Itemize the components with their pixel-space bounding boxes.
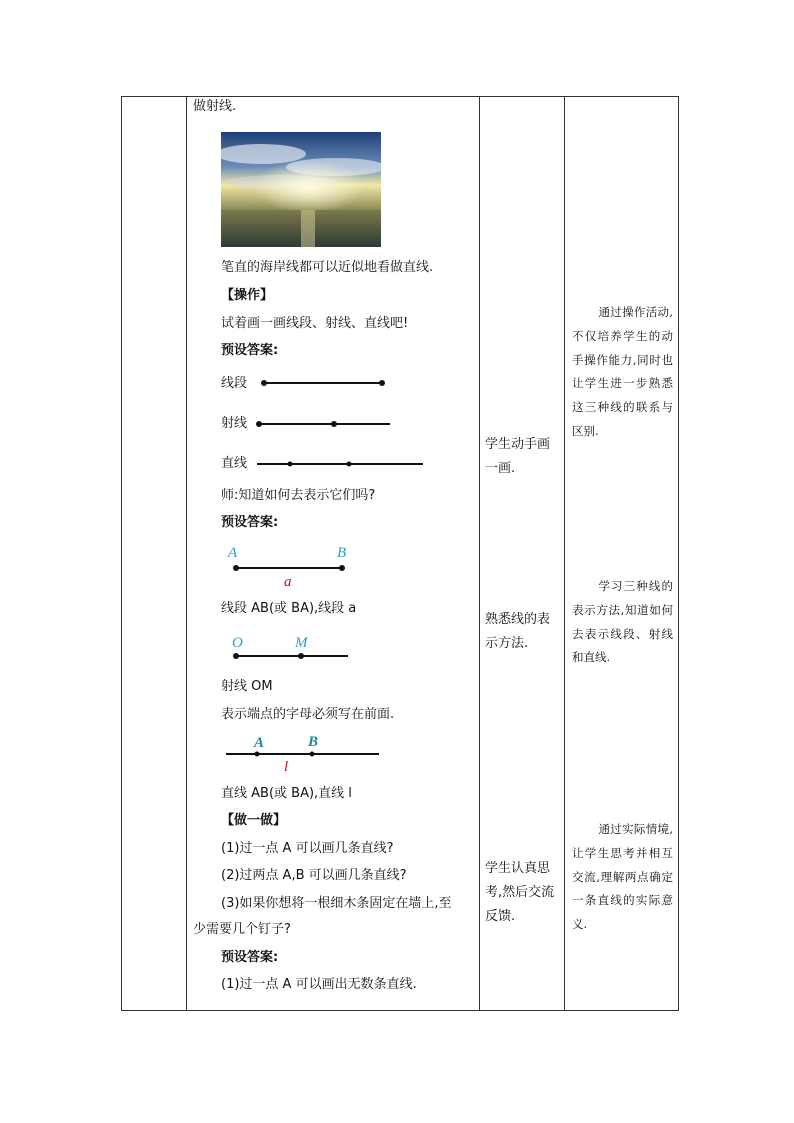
student-activity-draw: 学生动手画一画. xyxy=(485,437,551,476)
student-activity-notation: 熟悉线的表示方法. xyxy=(485,612,551,651)
segment-drawing xyxy=(260,376,390,390)
point-label-b-bold: B xyxy=(308,734,319,750)
ray-om-figure xyxy=(226,634,356,664)
text-line: 师:知道如何去表示它们吗? xyxy=(221,488,376,503)
preset-answer-label: 预设答案: xyxy=(221,343,279,358)
label-line: 直线 xyxy=(221,456,248,471)
question-3-continued: 少需要几个钉子? xyxy=(193,922,291,937)
design-intent-operate: 通过操作活动,不仅培养学生的动手操作能力,同时也让学生进一步熟悉这三种线的联系与区别. xyxy=(572,305,673,438)
question-2: (2)过两点 A,B 可以画几条直线? xyxy=(221,868,407,883)
text-line: 试着画一画线段、射线、直线吧! xyxy=(221,316,409,331)
design-intent-practice: 通过实际情境,让学生思考并相互交流,理解两点确定一条直线的实际意义. xyxy=(572,822,673,932)
text-line: 做射线. xyxy=(193,99,237,114)
column-divider xyxy=(479,97,480,1010)
text-line: 直线 AB(或 BA),直线 l xyxy=(221,786,352,801)
point-label-a-bold: A xyxy=(254,735,265,751)
ray-drawing xyxy=(256,417,396,431)
question-3: (3)如果你想将一根细木条固定在墙上,至 xyxy=(221,896,452,911)
segment-name-label: a xyxy=(284,574,292,590)
point-label-m: M xyxy=(295,635,308,651)
text-line: 线段 AB(或 BA),线段 a xyxy=(221,601,357,616)
text-line: 表示端点的字母必须写在前面. xyxy=(221,707,395,722)
preset-answer-label: 预设答案: xyxy=(221,515,279,530)
line-name-label: l xyxy=(284,759,289,775)
point-label-b: B xyxy=(337,545,347,561)
point-label-a: A xyxy=(228,545,238,561)
line-drawing xyxy=(257,457,427,471)
column-divider xyxy=(564,97,565,1010)
label-ray: 射线 xyxy=(221,416,248,431)
question-1: (1)过一点 A 可以画几条直线? xyxy=(221,841,394,856)
column-divider xyxy=(186,97,187,1010)
design-intent-notation: 学习三种线的表示方法,知道如何去表示线段、射线和直线. xyxy=(572,579,673,665)
preset-answer-label: 预设答案: xyxy=(221,950,279,965)
text-line: 笔直的海岸线都可以近似地看做直线. xyxy=(221,260,434,275)
student-activity-discuss: 学生认真思考,然后交流反馈. xyxy=(485,861,555,924)
point-label-o: O xyxy=(232,635,243,651)
label-segment: 线段 xyxy=(221,376,248,391)
section-heading-operate: 【操作】 xyxy=(221,288,274,303)
line-ab-figure xyxy=(226,734,386,774)
sea-sunset-photo xyxy=(221,132,381,247)
answer-1: (1)过一点 A 可以画出无数条直线. xyxy=(221,977,417,992)
text-line: 射线 OM xyxy=(221,679,273,694)
section-heading-do: 【做一做】 xyxy=(221,813,287,828)
